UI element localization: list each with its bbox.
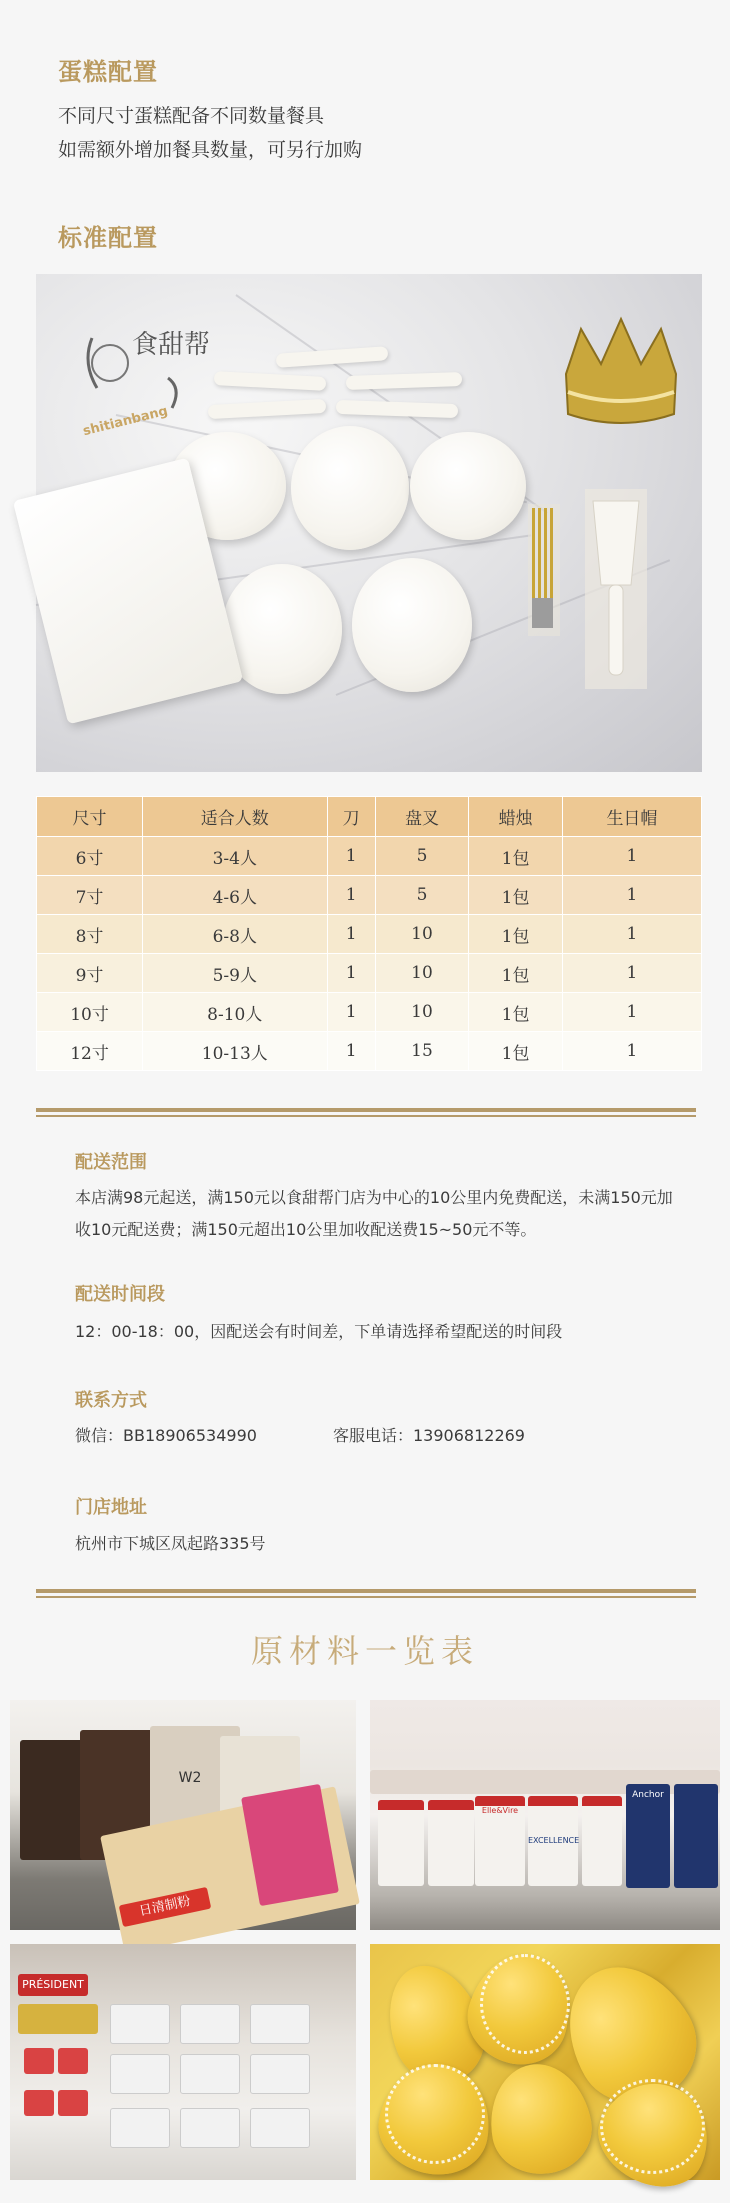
cake-config-line-1: 不同尺寸蛋糕配备不同数量餐具	[58, 105, 325, 127]
cell-size: 10寸	[37, 993, 143, 1032]
cell-plates-forks: 15	[375, 1032, 469, 1071]
cell-people: 8-10人	[143, 993, 328, 1032]
fork-3	[346, 372, 462, 390]
president-brand-label: PRÉSIDENT	[18, 1974, 88, 1996]
divider-bottom	[36, 1589, 696, 1599]
cell-candles: 1包	[469, 1032, 563, 1071]
cell-candles: 1包	[469, 837, 563, 876]
birthday-crown-icon	[556, 314, 686, 434]
table-row	[37, 954, 702, 993]
cell-knife: 1	[327, 954, 375, 993]
table-row	[37, 993, 702, 1032]
material-photo-cream	[370, 1700, 720, 1930]
cell-knife: 1	[327, 915, 375, 954]
standard-config-photo	[36, 274, 702, 772]
material-photo-mangoes	[370, 1944, 720, 2180]
header-plates-forks: 盘叉	[375, 797, 469, 837]
pouch-brand-text: shitianbang	[81, 403, 170, 440]
delivery-range-text: 本店满98元起送，满150元以食甜帮门店为中心的10公里内免费配送，未满150元加收10元配送费；满150元超出10公里加收配送费15~50元不等。	[75, 1188, 673, 1239]
cell-candles: 1包	[469, 954, 563, 993]
cell-size: 12寸	[37, 1032, 143, 1071]
cell-plates-forks: 5	[375, 876, 469, 915]
table-row	[37, 1032, 702, 1071]
plate-5	[352, 558, 472, 692]
cell-people: 5-9人	[143, 954, 328, 993]
cake-config-section	[58, 52, 678, 167]
cell-size: 9寸	[37, 954, 143, 993]
cell-candles: 1包	[469, 876, 563, 915]
fork-2	[214, 371, 327, 391]
flour-brand-label: 日清制粉	[119, 1887, 212, 1927]
cell-people: 3-4人	[143, 837, 328, 876]
logo-text: 食甜帮	[132, 330, 211, 360]
table-row	[37, 915, 702, 954]
header-birthday-hat: 生日帽	[562, 797, 701, 837]
cake-config-line-2: 如需额外增加餐具数量，可另行加购	[58, 139, 363, 161]
delivery-time-text: 12：00-18：00，因配送会有时间差，下单请选择希望配送的时间段	[75, 1322, 563, 1341]
standard-config-title: 标准配置	[58, 224, 158, 252]
divider-top	[36, 1108, 696, 1118]
cell-birthday-hat: 1	[562, 837, 701, 876]
contact-title: 联系方式	[75, 1390, 147, 1411]
anchor-brand-label: Anchor	[626, 1784, 670, 1888]
cream-product-label: EXCELLENCE	[528, 1796, 578, 1886]
cell-knife: 1	[327, 1032, 375, 1071]
cell-birthday-hat: 1	[562, 954, 701, 993]
materials-title: 原材料一览表	[250, 1632, 479, 1670]
table-header-row	[37, 797, 702, 837]
cell-birthday-hat: 1	[562, 915, 701, 954]
header-knife: 刀	[327, 797, 375, 837]
table-row	[37, 876, 702, 915]
fork-5	[336, 400, 458, 418]
cell-birthday-hat: 1	[562, 993, 701, 1032]
material-photo-chocolate-flour	[10, 1700, 356, 1930]
w2-label: W2	[178, 1770, 202, 1786]
table-row	[37, 837, 702, 876]
header-size: 尺寸	[37, 797, 143, 837]
plate-3	[410, 432, 526, 540]
cell-plates-forks: 10	[375, 993, 469, 1032]
cell-candles: 1包	[469, 993, 563, 1032]
cell-plates-forks: 10	[375, 915, 469, 954]
header-people: 适合人数	[143, 797, 328, 837]
fork-1	[276, 346, 389, 368]
wechat-id[interactable]: 微信：BB18906534990	[75, 1426, 257, 1445]
delivery-time-title: 配送时间段	[75, 1284, 165, 1305]
cake-config-title: 蛋糕配置	[58, 58, 158, 86]
cell-birthday-hat: 1	[562, 876, 701, 915]
shop-logo-icon	[72, 308, 211, 418]
store-address: 杭州市下城区凤起路335号	[75, 1534, 266, 1553]
cell-knife: 1	[327, 993, 375, 1032]
delivery-range-title: 配送范围	[75, 1152, 147, 1173]
cell-plates-forks: 10	[375, 954, 469, 993]
cell-size: 7寸	[37, 876, 143, 915]
header-candles: 蜡烛	[469, 797, 563, 837]
cream-brand-label: Elle&Vire	[475, 1796, 525, 1886]
cell-people: 10-13人	[143, 1032, 328, 1071]
material-photo-cheese	[10, 1944, 356, 2180]
cell-candles: 1包	[469, 915, 563, 954]
cell-people: 4-6人	[143, 876, 328, 915]
cake-config-text	[58, 99, 678, 167]
cell-birthday-hat: 1	[562, 1032, 701, 1071]
cell-size: 6寸	[37, 837, 143, 876]
cell-people: 6-8人	[143, 915, 328, 954]
cake-server-icon	[581, 489, 651, 689]
candles-icon	[526, 494, 562, 644]
cell-knife: 1	[327, 837, 375, 876]
cell-size: 8寸	[37, 915, 143, 954]
cell-knife: 1	[327, 876, 375, 915]
fork-4	[208, 399, 327, 419]
cell-plates-forks: 5	[375, 837, 469, 876]
store-address-title: 门店地址	[75, 1497, 147, 1518]
config-table	[36, 796, 702, 1071]
service-phone[interactable]: 客服电话：13906812269	[333, 1426, 525, 1445]
plate-2	[291, 426, 409, 550]
